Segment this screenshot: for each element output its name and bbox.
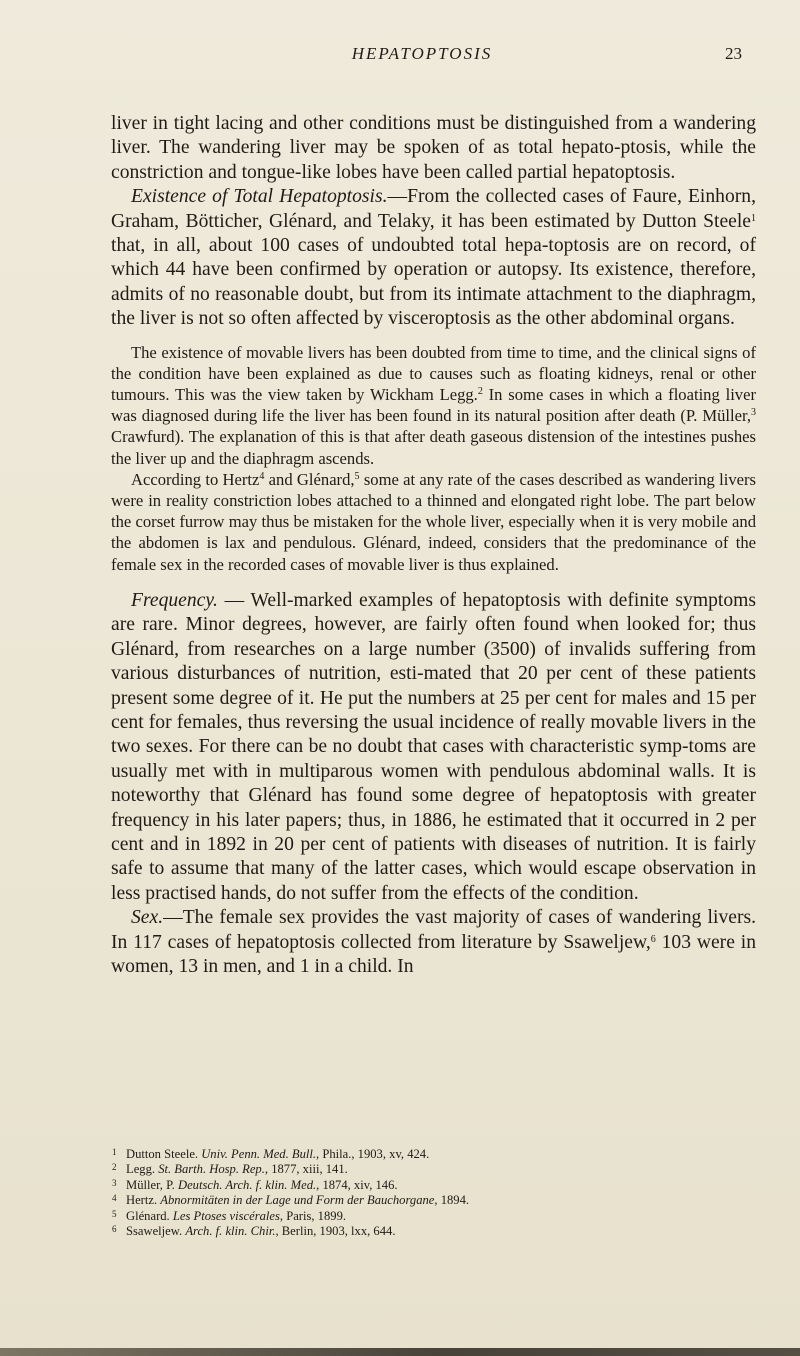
footnote-ref-2[interactable]: 2 [477,386,483,398]
footnote-ref-5[interactable]: 5 [354,470,360,482]
footnote-5 [112,1208,757,1223]
footnote-2 [112,1161,757,1176]
footnote-author: Hertz. [126,1193,161,1208]
footnote-1 [112,1146,757,1161]
footnote-details: , 1877, xiii, 141. [264,1162,348,1177]
footnotes [112,1146,757,1238]
frequency-text: — Well-marked examples of hepatoptosis with definite symptoms are rare. Minor degrees, however, are fairly often found when looked for; thus Glénard, from researches on a large number (3500) of invalids suffering from various disturbances of nutrition, esti-mated that 20 per cent of these patients present some degree of it. He put the numbers at 25 per cent for males and 15 per cent for females, thus reversing the usual incidence of really movable livers in the two sexes. For there can be no doubt that cases with characteristic symp-toms are usually met with in multiparous women with pendulous abdominal walls. It is noteworthy that Glénard has found some degree of hepatoptosis with greater frequency in his later papers; thus, in 1886, he estimated that it occurred in 2 per cent and in 1892 in 20 per cent of patients with diseases of nutrition. It is fairly safe to assume that many of the latter cases, which would escape observation in less practised hands, do not suffer from the effects of the condition. [111,589,756,904]
footnote-ref-1[interactable]: 1 [751,212,756,224]
paragraph-continuation: liver in tight lacing and other conditions must be distinguished from a wandering liver. The wandering liver may be spoken of as total hepato-ptosis, while the constriction and tongue-like lobes have been called partial hepatoptosis. [111,113,756,183]
small2-text-c: some at any rate of the cases described as wandering livers were in reality constriction lobes attached to a thinned and elongated right lobe. The part below the corset furrow may thus be mistaken for the whole liver, especially when it is very mobile and the abdomen is lax and pendulous. Glénard, indeed, considers that the predominance of the female sex in the recorded cases of movable liver is thus explained. [111,469,756,574]
footnote-details: , Paris, 1899. [279,1208,347,1223]
section-heading-existence: Existence of Total Hepatoptosis. [131,186,388,208]
footnote-number: 2 [112,1162,117,1173]
running-head: HEPATOPTOSIS [351,44,493,63]
footnote-source: Arch. f. klin. Chir. [185,1224,276,1239]
footnote-ref-4[interactable]: 4 [259,470,265,482]
footnote-number: 5 [112,1208,117,1219]
footnote-author: Legg. [126,1162,159,1177]
footnote-details: , Berlin, 1903, lxx, 644. [275,1224,396,1239]
small2-text-b: and Glénard, [264,469,355,489]
small-paragraph-constriction-lobes [111,469,756,575]
section-heading-frequency: Frequency. [131,589,218,611]
footnote-ref-3[interactable]: 3 [751,407,756,419]
footnote-author: Müller, P. [126,1177,178,1192]
footnote-number: 1 [112,1147,117,1157]
section-heading-sex: Sex. [131,907,164,929]
footnote-details: , 1874, xiv, 146. [316,1177,398,1192]
footnote-3 [112,1177,757,1192]
small1-text-b: In some cases in which a floating liver was diagnosed during life the liver has been found in its natural position after death (P. Müller, [111,385,756,426]
footnote-author: Ssaweljew. [126,1224,186,1239]
footnote-number: 3 [112,1177,117,1188]
sex-text-a: —The female sex provides the vast majority of cases of wandering livers. In 117 cases of hepatoptosis collected from literature by Ssaweljew, [111,907,756,953]
footnote-author: Glénard. [126,1208,173,1223]
footnote-source: Abnormitäten in der Lage und Form der Bauchorgane [160,1193,435,1208]
footnote-source: St. Barth. Hosp. Rep. [158,1162,265,1177]
small2-text-a: According to Hertz [131,469,260,489]
page-number: 23 [725,44,742,63]
small1-text-c: Crawfurd). The explanation of this is that after death gaseous distension of the intestines pushes the liver up and the diaphragm ascends. [111,427,756,468]
existence-text-a: —From the collected cases of Faure, Einhorn, Graham, Bötticher, Glénard, and Telaky, it has been estimated by Dutton Steele [111,186,756,232]
existence-text-b: that, in all, about 100 cases of undoubted total hepa-toptosis are on record, of which 44 have been confirmed by operation or autopsy. Its existence, therefore, admits of no reasonable doubt, but from its intimate attachment to the diaphragm, the liver is not so often affected by visceroptosis as the other abdominal organs. [111,235,756,330]
footnote-source: Univ. Penn. Med. Bull. [201,1147,317,1161]
footnote-source: Les Ptoses viscérales [172,1208,280,1223]
footnote-ref-6[interactable]: 6 [650,933,656,945]
body-text [111,112,756,979]
small1-text-a: The existence of movable livers has been doubted from time to time, and the clinical signs of the condition have been explained as due to causes such as floating kidneys, renal or other tumours. This was the view taken by Wickham Legg. [111,342,756,405]
paragraph-sex [111,906,756,979]
footnote-source: Deutsch. Arch. f. klin. Med. [177,1177,317,1192]
paragraph-frequency [111,589,756,906]
footnote-details: , Phila., 1903, xv, 424. [316,1147,430,1161]
paragraph-existence [111,185,756,331]
footnote-details: , 1894. [434,1193,470,1208]
sex-text-b: 103 were in women, 13 in men, and 1 in a child. In [111,931,756,977]
footnote-4 [112,1192,757,1207]
footnote-6 [112,1223,757,1238]
footnote-number: 6 [112,1224,117,1235]
footnote-author: Dutton Steele. [126,1147,202,1161]
page-bottom-edge [0,1348,800,1356]
small-paragraph-movable-livers [111,342,756,469]
footnote-number: 4 [112,1193,117,1204]
